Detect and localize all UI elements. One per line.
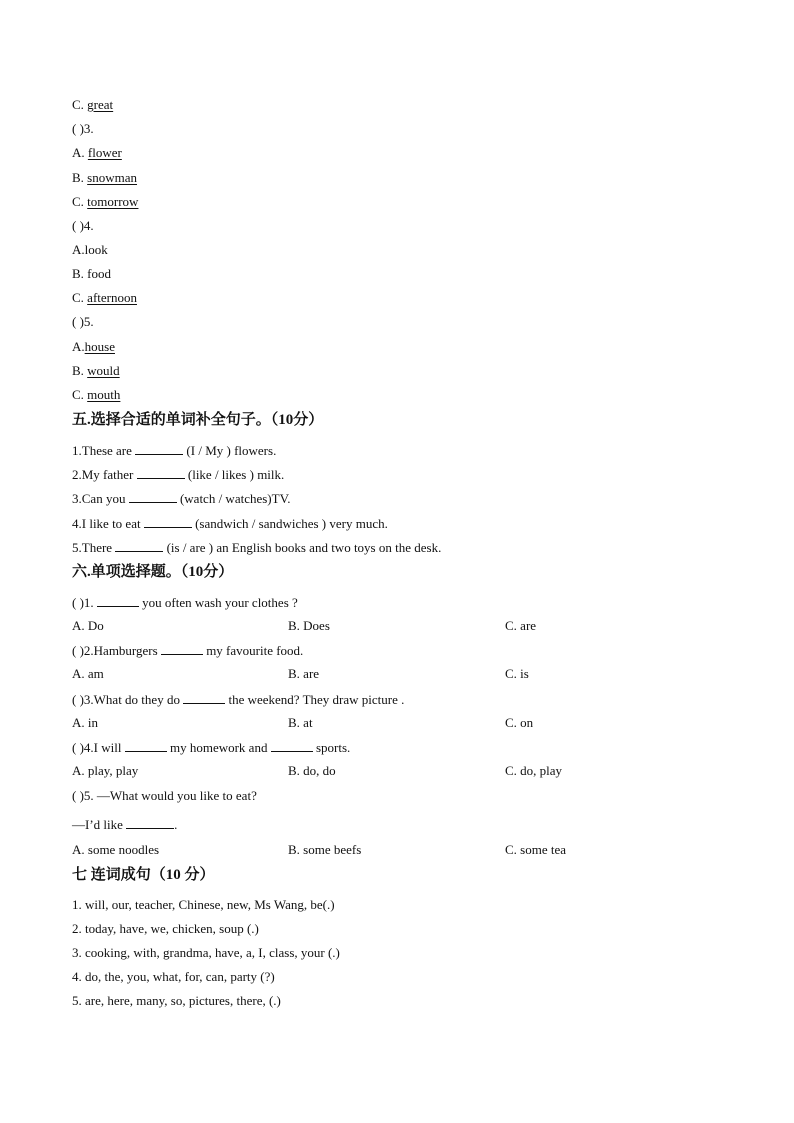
answer-blank[interactable] [137,466,185,479]
question-6-5-reply: —I’d like . [72,817,178,832]
sentence-7-3: 3. cooking, with, grandma, have, a, I, class, your (.) [72,945,340,960]
sentence-5-4: 4.I like to eat (sandwich / sandwiches ) very much. [72,516,388,531]
section-6-title: 六.单项选择题。（10分） [72,564,234,580]
option-q3-b: B. snowman [72,170,138,185]
option-6-3-b: B. at [288,715,313,730]
question-4-5: ( )5. [72,314,94,329]
option-6-4-b: B. do, do [288,763,336,778]
question-4-4: ( )4. [72,218,94,233]
section-7-title: 七 连词成句（10 分） [72,867,215,883]
option-q5-c: C. mouth [72,387,121,402]
answer-blank[interactable] [135,442,183,455]
option-q4-a: A.look [72,242,108,257]
answer-blank[interactable] [125,739,167,752]
option-6-4-c: C. do, play [505,763,563,778]
question-6-4: ( )4.I will my homework and sports. [72,740,351,755]
answer-blank[interactable] [144,515,192,528]
sentence-7-5: 5. are, here, many, so, pictures, there, (.) [72,993,281,1008]
section-5-title: 五.选择合适的单词补全句子。（10分） [72,412,324,428]
option-6-5-c: C. some tea [505,842,567,857]
question-6-2: ( )2.Hamburgers my favourite food. [72,643,304,658]
option-6-2-b: B. are [288,666,320,681]
option-6-2-c: C. is [505,666,529,681]
sentence-5-5: 5.There (is / are ) an English books and two toys on the desk. [72,540,442,555]
option-q4-b: B. food [72,266,112,281]
option-q2-c: C. great [72,97,114,112]
question-6-5: ( )5. —What would you like to eat? [72,788,257,803]
option-6-1-b: B. Does [288,618,330,633]
question-4-3: ( )3. [72,121,94,136]
option-q3-a: A. flower [72,145,122,160]
answer-blank[interactable] [129,490,177,503]
option-q3-c: C. tomorrow [72,194,139,209]
option-q4-c: C. afternoon [72,290,137,305]
answer-blank[interactable] [126,816,174,829]
option-6-4-a: A. play, play [72,763,139,778]
answer-blank[interactable] [271,739,313,752]
answer-blank[interactable] [97,594,139,607]
option-6-2-a: A. am [72,666,104,681]
sentence-7-4: 4. do, the, you, what, for, can, party (?) [72,969,275,984]
option-6-5-a: A. some noodles [72,842,160,857]
option-q5-b: B. would [72,363,120,378]
sentence-5-2: 2.My father (like / likes ) milk. [72,467,285,482]
option-6-1-a: A. Do [72,618,104,633]
option-6-3-c: C. on [505,715,534,730]
sentence-7-1: 1. will, our, teacher, Chinese, new, Ms Wang, be(.) [72,897,335,912]
question-6-1: ( )1. you often wash your clothes ? [72,595,298,610]
question-6-3: ( )3.What do they do the weekend? They draw picture . [72,692,405,707]
sentence-5-1: 1.These are (I / My ) flowers. [72,443,277,458]
sentence-7-2: 2. today, have, we, chicken, soup (.) [72,921,259,936]
option-6-3-a: A. in [72,715,98,730]
answer-blank[interactable] [183,691,225,704]
sentence-5-3: 3.Can you (watch / watches)TV. [72,491,291,506]
answer-blank[interactable] [115,539,163,552]
answer-blank[interactable] [161,642,203,655]
option-6-5-b: B. some beefs [288,842,362,857]
option-q5-a: A.house [72,339,115,354]
option-6-1-c: C. are [505,618,537,633]
